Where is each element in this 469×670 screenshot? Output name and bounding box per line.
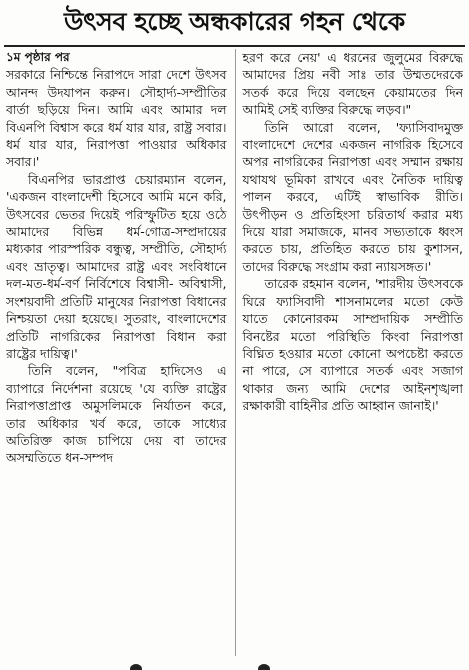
cut-glyph-fragment — [130, 664, 142, 670]
cut-off-next-article — [0, 660, 469, 670]
right-column — [235, 49, 464, 656]
paragraph: তিনি বলেন, "পবিত্র হাদিসেও এ ব্যাপারে নির্দেশনা রয়েছে 'যে ব্যক্তি রাষ্ট্রের নিরাপত্তাপ্রাপ্ত অমুসলিমকে নির্যাতন করে, তার অধিকার খর্ব করে, তাকে সাধ্যের অতিরিক্ত কাজ চাপিয়ে দেয় বা তাদের অসম্মতিতে ধন-সম্পদ — [6, 363, 227, 466]
paragraph: সরকারে নিশ্চিন্তে নিরাপদে সারা দেশে উৎসব আনন্দ উদযাপন করুন। সৌহার্দ্য-সম্প্রীতির বার্তা ছড়িয়ে দিন। আমি এবং আমার দল বিএনপি বিশ্বাস করে ধর্ম যার যার, রাষ্ট্র সবার। ধর্ম যার যার, নিরাপত্তা পাওয়ার অধিকার সবার।' — [6, 67, 227, 170]
continuation-label: ১ম পৃষ্ঠার পর — [6, 50, 70, 64]
cut-glyph-fragment — [258, 664, 270, 670]
article-headline: উৎসব হচ্ছে অন্ধকারের গহন থেকে — [64, 7, 405, 36]
paragraph: তারেক রহমান বলেন, 'শারদীয় উৎসবকে ঘিরে ফ্যাসিবাদী শাসনামলের মতো কেউ যাতে কোনোরকম সাম্প্রদায়িক সম্প্রীতি বিনষ্টের মতো পরিস্থিতি কিংবা নিরাপত্তা বিঘ্নিত হওয়ার মতো কোনো অপচেষ্টা করতে না পারে, সে ব্যাপারে সতর্ক এবং সজাগ থাকার জন্য আমি দেশের আইনশৃঙ্খলা রক্ষাকারী বাহিনীর প্রতি আহ্বান জানাই।' — [242, 276, 463, 414]
paragraph: হরণ করে নেয়' এ ধরনের জুলুমের বিরুদ্ধে আমাদের প্রিয় নবী সাঃ তার উম্মতদেরকে সতর্ক করে দিয়ে বলছেন কেয়ামতের দিন আমিই সেই ব্যক্তির বিরুদ্ধে লড়ব।" — [242, 50, 463, 118]
paragraph: তিনি আরো বলেন, 'ফ্যাসিবাদমুক্ত বাংলাদেশে দেশের একজন নাগরিক হিসেবে অপর নাগরিকের নিরাপত্তা এবং সম্মান রক্ষায় যথাযথ ভূমিকা রাখবে এবং নৈতিক দায়িত্ব পালন করবে, এটিই স্বাভাবিক রীতি। উৎপীড়ন ও প্রতিহিংসা চরিতার্থ করার মধ্য দিয়ে যারা সমাজকে, মানব সভ্যতাকে ধ্বংস করতে চায়, প্রতিহিত করতে চায় কুশাসন, তাদের বিরুদ্ধে সংগ্রাম করা ন্যায়সঙ্গত।' — [242, 119, 463, 274]
left-column — [6, 49, 227, 656]
article-body — [6, 49, 463, 656]
paragraph: বিএনপির ভারপ্রাপ্ত চেয়ারম্যান বলেন, 'একজন বাংলাদেশী হিসেবে আমি মনে করি, উৎসবের ভেতর দিয়েই পরিস্ফুটিত হয়ে ওঠে আমাদের বিভিন্ন ধর্ম-গোত্র-সম্প্রদায়ের মধ্যকার পারস্পরিক বন্ধুত্ব, সম্প্রীতি, সৌহার্দ্য এবং ভ্রাতৃত্ব। আমাদের রাষ্ট্র এবং সংবিধানে দল-মত-ধর্ম-বর্ণ নির্বিশেষে বিশ্বাসী- অবিশ্বাসী, সংশয়বাদী প্রতিটি মানুষের নিরাপত্তা বিধানের নিশ্চয়তা দেয়া হয়েছে। সুতরাং, বাংলাদেশের প্রতিটি নাগরিকের নিরাপত্তা বিধান করা রাষ্ট্রের দায়িত্ব।' — [6, 171, 227, 361]
headline-divider — [4, 45, 465, 47]
